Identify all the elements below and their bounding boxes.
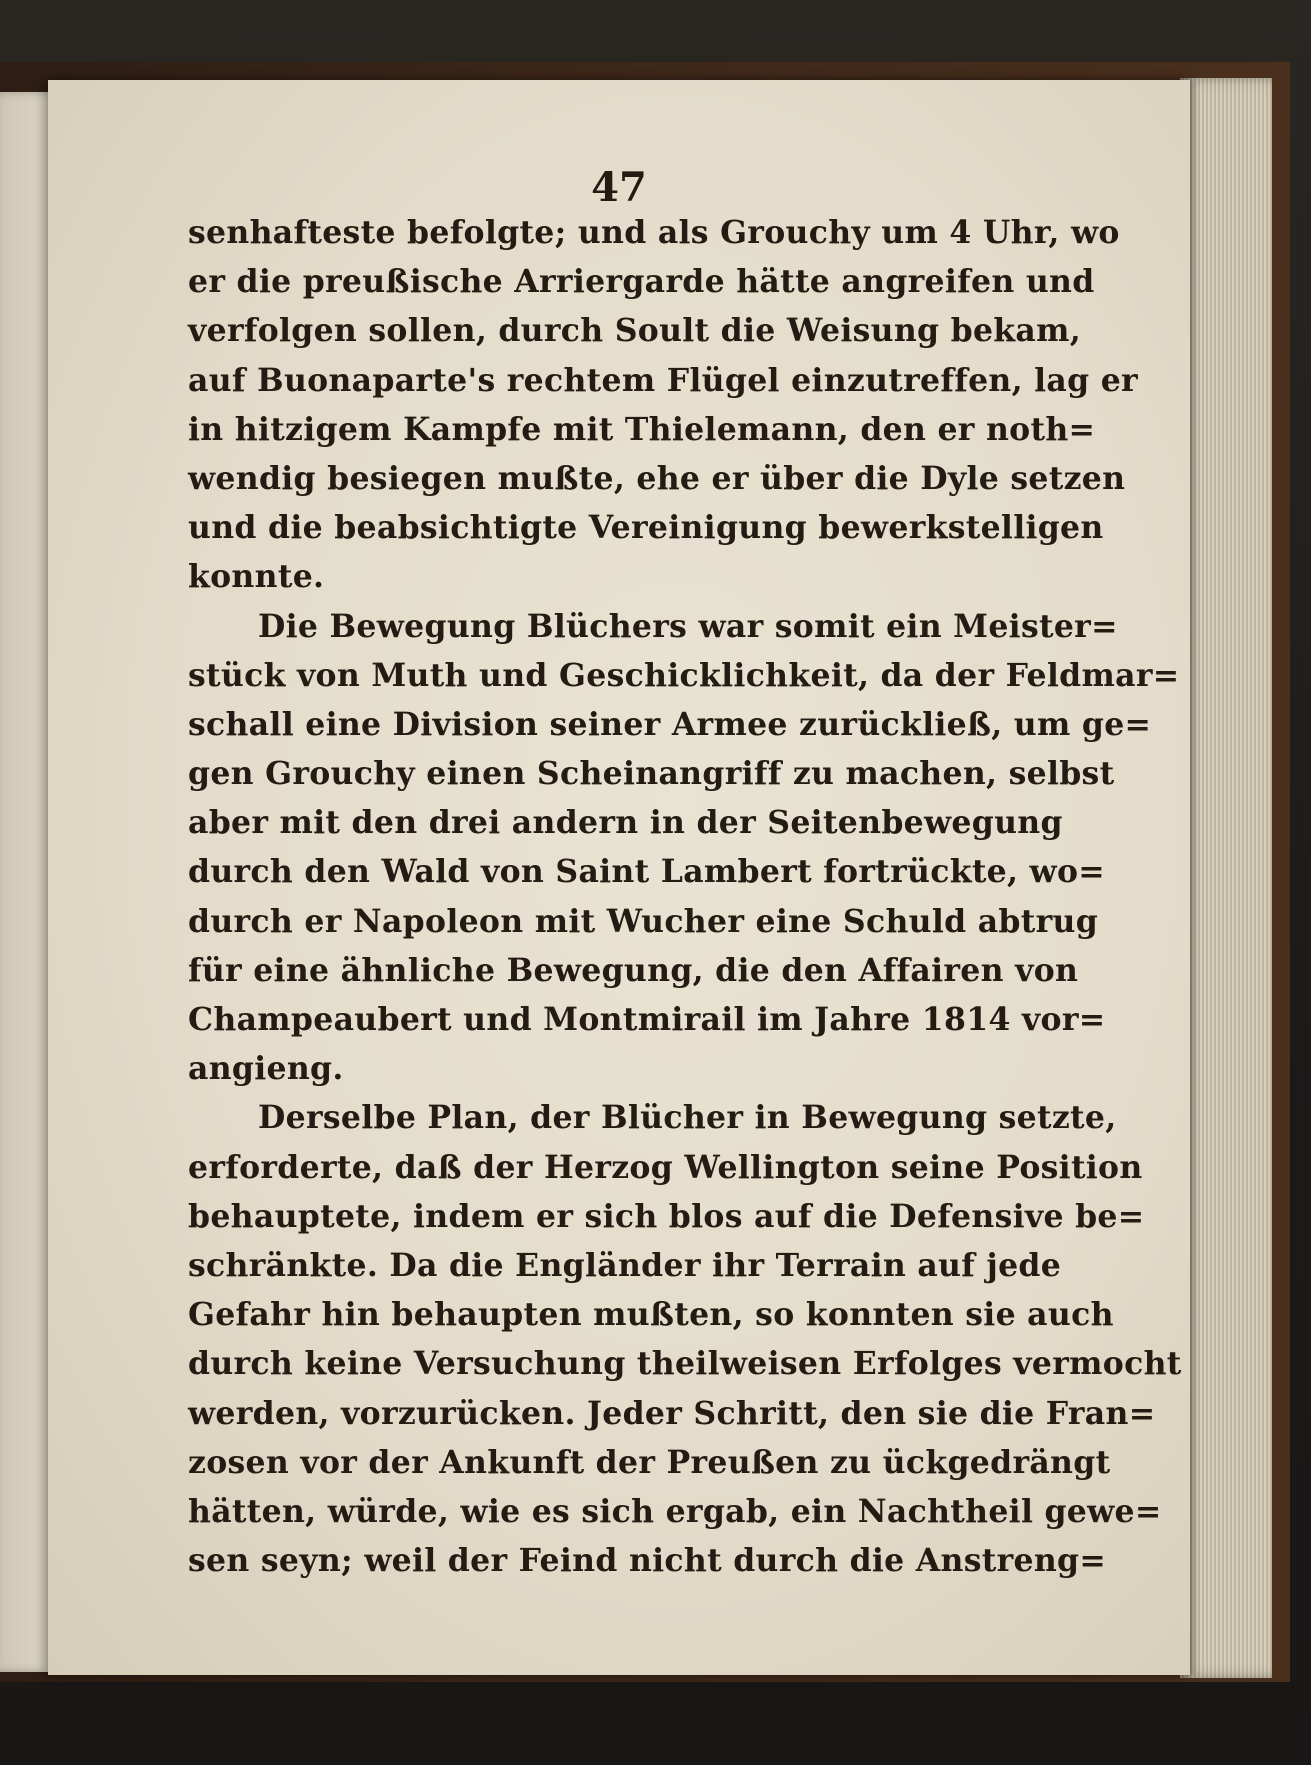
page-body-text [188, 208, 1182, 1585]
text-line: werden, vorzurücken. Jeder Schritt, den sie die Fran= [188, 1394, 1156, 1432]
text-line: verfolgen sollen, durch Soult die Weisung bekam, [188, 312, 1082, 350]
text-line: senhafteste befolgte; und als Grouchy um 4 Uhr, wo [188, 214, 1120, 251]
text-line: durch er Napoleon mit Wucher eine Schuld abtrug [188, 902, 1099, 940]
text-line: gen Grouchy einen Scheinangriff zu machen, selbst [188, 755, 1115, 793]
text-line-paragraph-start: Die Bewegung Blüchers war somit ein Meister= [258, 607, 1118, 645]
text-line: und die beabsichtigte Vereinigung bewerkstelligen [188, 509, 1104, 547]
text-line: angieng. [188, 1050, 344, 1088]
text-line: durch keine Versuchung theilweisen Erfolges vermocht [188, 1345, 1182, 1383]
text-line: schall eine Division seiner Armee zurückließ, um ge= [188, 705, 1152, 743]
text-line: durch den Wald von Saint Lambert fortrückte, wo= [188, 853, 1105, 891]
text-line: erforderte, daß der Herzog Wellington seine Position [188, 1148, 1143, 1186]
text-line: konnte. [188, 558, 325, 596]
book-page [48, 80, 1190, 1675]
text-line: sen seyn; weil der Feind nicht durch die Anstreng= [188, 1542, 1107, 1580]
page-block-edges [1180, 78, 1272, 1678]
text-line-paragraph-start: Derselbe Plan, der Blücher in Bewegung setzte, [258, 1099, 1117, 1137]
text-line: aber mit den drei andern in der Seitenbewegung [188, 804, 1063, 842]
text-line: in hitzigem Kampfe mit Thielemann, den er noth= [188, 410, 1096, 448]
text-line: zosen vor der Ankunft der Preußen zu ückgedrängt [188, 1443, 1111, 1481]
text-line: stück von Muth und Geschicklichkeit, da der Feldmar= [188, 656, 1180, 694]
text-line: behauptete, indem er sich blos auf die Defensive be= [188, 1197, 1145, 1235]
text-line: hätten, würde, wie es sich ergab, ein Nachtheil gewe= [188, 1492, 1162, 1530]
text-line: auf Buonaparte's rechtem Flügel einzutreffen, lag er [188, 361, 1138, 399]
text-line: Gefahr hin behaupten mußten, so konnten sie auch [188, 1296, 1114, 1334]
text-line: Champeaubert und Montmirail im Jahre 1814 vor= [188, 1001, 1106, 1038]
text-line: für eine ähnliche Bewegung, die den Affairen von [188, 951, 1079, 989]
text-line: wendig besiegen mußte, ehe er über die Dyle setzen [188, 459, 1126, 497]
page-number: 47 [591, 164, 647, 211]
text-line: er die preußische Arriergarde hätte angreifen und [188, 263, 1095, 301]
text-line: schränkte. Da die Engländer ihr Terrain auf jede [188, 1246, 1062, 1284]
